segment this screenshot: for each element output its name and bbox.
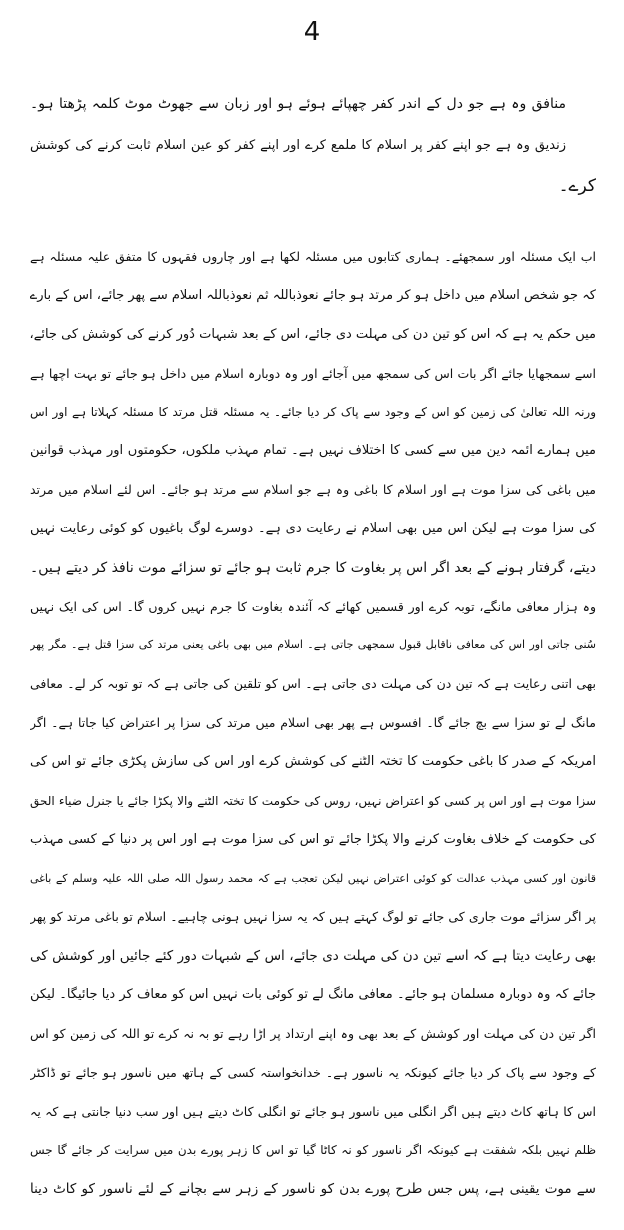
text-line: امریکہ کے صدر کا باغی حکومت کا تختہ الٹنے کی کوشش کرے اور اس کی سازش پکڑی جائے تو اس کی: [30, 753, 596, 769]
text-line: وہ ہزار معافی مانگے، توبہ کرے اور قسمیں کھائے کہ آئندہ بغاوت کا جرم نہیں کروں گا۔ اس کی ایک نہیں: [30, 598, 596, 614]
text-line: مانگ لے تو سزا سے بچ جائے گا۔ افسوس ہے پھر بھی اسلام میں مرتد کی سزا پر اعتراض کیا جاتا ہے۔ اگر: [30, 715, 596, 731]
text-line: کرے۔: [558, 176, 596, 196]
text-line: ورنہ اللہ تعالیٰ کی زمین کو اس کے وجود سے پاک کر دیا جائے۔ یہ مسئلہ قتل مرتد کا مسئلہ کہلاتا ہے اور اس: [30, 405, 596, 420]
text-line: اسے سمجھایا جائے اگر بات اس کی سمجھ میں آجائے اور وہ دوبارہ اسلام میں داخل ہو جائے تو بہت اچھا ہے: [30, 365, 596, 381]
text-line: کہ جو شخص اسلام میں داخل ہو کر مرتد ہو جائے نعوذباللہ ثم نعوذباللہ اسلام سے پھر جائے، اس کے بارے: [30, 287, 596, 303]
text-line: بھی اتنی رعایت ہے کہ تین دن کی مہلت دی جاتی ہے۔ اس کو تلقین کی جاتی ہے کہ تو توبہ کر لے۔ معافی: [30, 676, 596, 692]
text-line: اگر تین دن کی مہلت اور کوشش کے بعد بھی وہ اپنے ارتداد پر اڑا رہے تو بہ نہ کرے تو اللہ کی زمین کو اس: [30, 1025, 596, 1041]
text-line: قانون اور کسی مہذب عدالت کو کوئی اعتراض نہیں لیکن تعجب ہے کہ محمد رسول اللہ صلی اللہ علیہ وسلم کے باغی: [30, 871, 596, 885]
apostasy-paragraph: [30, 238, 596, 1209]
text-line: دیتے، گرفتار ہونے کے بعد اگر اس پر بغاوت کا جرم ثابت ہو جائے تو سزائے موت نافذ کر دیتے ہیں۔: [30, 559, 596, 576]
text-line: پر اگر سزائے موت جاری کی جائے تو لوگ کہتے ہیں کہ یہ سزا نہیں ہونی چاہیے۔ اسلام تو باغی مرتد کو پھر: [30, 909, 596, 925]
text-line: اس کا ہاتھ کاٹ دیتے ہیں اگر انگلی میں ناسور ہو جائے تو انگلی کاٹ دیتے ہیں اور سب دنیا جانتی ہے کہ یہ: [30, 1103, 596, 1119]
text-line: میں ہمارے ائمہ دین میں سے کسی کا اختلاف نہیں ہے۔ تمام مہذب ملکوں، حکومتوں اور مہذب قوانین: [30, 443, 596, 459]
text-line: کی سزا موت ہے لیکن اس میں بھی اسلام نے رعایت دی ہے۔ دوسرے لوگ باغیوں کو کوئی رعایت نہیں: [30, 520, 596, 536]
text-line: سُنی جاتی اور اس کی معافی ناقابل قبول سمجھی جاتی ہے۔ اسلام میں بھی باغی یعنی مرتد کی سزا قتل ہے۔ مگر پھر: [30, 638, 596, 652]
text-line: زندیق وہ ہے جو اپنے کفر پر اسلام کا ملمع کرے اور اپنے کفر کو عین اسلام ثابت کرنے کی کوشش: [30, 138, 566, 153]
text-line: کی حکومت کے خلاف بغاوت کرنے والا پکڑا جائے تو اس کی سزا موت ہے اور اس پر دنیا کے کسی مہذب: [30, 831, 596, 847]
text-line: منافق وہ ہے جو دل کے اندر کفر چھپائے ہوئے ہو اور زبان سے جھوٹ موٹ کلمہ پڑھتا ہو۔: [30, 96, 566, 112]
text-line: بھی رعایت دیتا ہے کہ اسے تین دن کی مہلت دی جائے، اس کے شبہات دور کئے جائیں اور کوشش کی: [30, 948, 596, 965]
text-line: ظلم نہیں بلکہ شفقت ہے کیونکہ اگر ناسور کو نہ کاٹا گیا تو اس کا زہر پورے بدن میں سرایت کر جائے گا جس: [30, 1143, 596, 1158]
text-line: میں حکم یہ ہے کہ اس کو تین دن کی مہلت دی جائے، اس کے بعد شبہات دُور کرنے کی کوشش کی جائے،: [30, 326, 596, 342]
text-line: سے موت یقینی ہے، پس جس طرح پورے بدن کو ناسور کے زہر سے بچانے کے لئے ناسور کو کاٹ دینا: [30, 1181, 596, 1198]
page-number: 4: [303, 17, 321, 47]
text-line: میں باغی کی سزا موت ہے اور اسلام کا باغی وہ ہے جو اسلام سے مرتد ہو جائے۔ اس لئے اسلام میں مرتد: [30, 482, 596, 498]
definitions-paragraph: [30, 84, 596, 207]
text-line: اب ایک مسئلہ اور سمجھئے۔ ہماری کتابوں میں مسئلہ لکھا ہے اور چاروں فقہوں کا متفق علیہ مسئلہ ہے: [30, 249, 596, 264]
text-line: کے وجود سے پاک کر دیا جائے کیونکہ یہ ناسور ہے۔ خدانخواستہ کسی کے ہاتھ میں ناسور ہو جائے تو ڈاکٹر: [30, 1064, 596, 1080]
text-line: سزا موت ہے اور اس پر کسی کو اعتراض نہیں، روس کی حکومت کا تختہ الٹنے والا پکڑا جائے یا جنرل ضیاء الحق: [30, 793, 596, 808]
text-line: جائے کہ وہ دوبارہ مسلمان ہو جائے۔ معافی مانگ لے تو کوئی بات نہیں اس کو معاف کر دیا جائیگا۔ لیکن: [30, 987, 596, 1003]
